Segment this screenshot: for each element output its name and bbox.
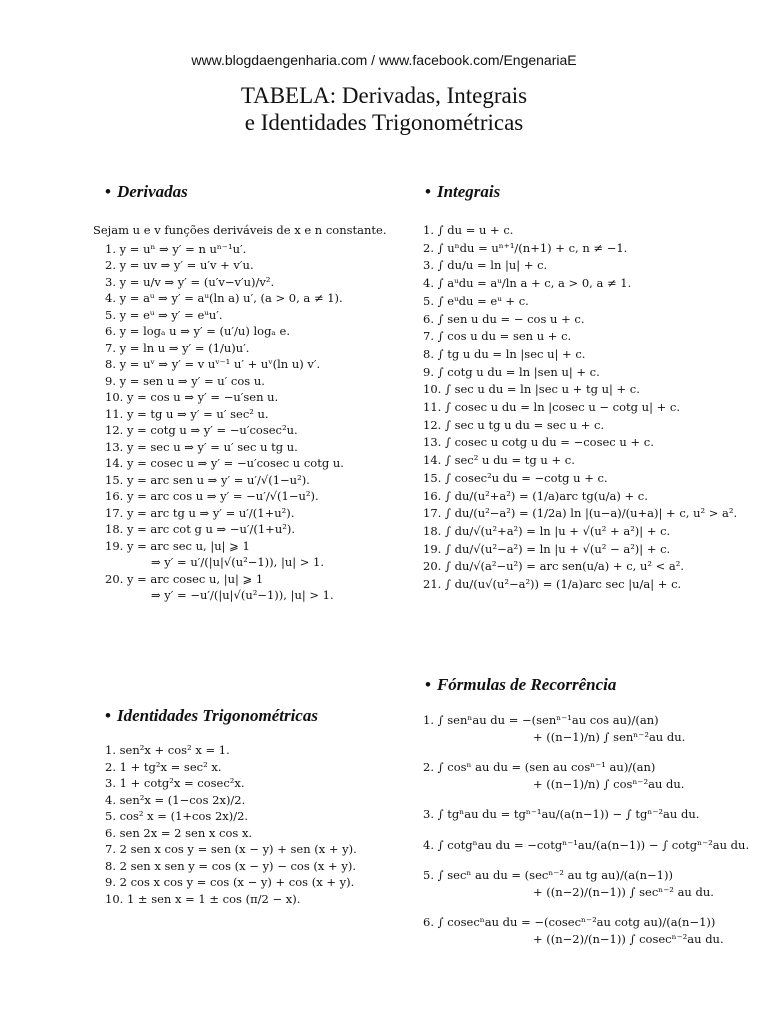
derivada-item-6: 6. y = logₐ u ⇒ y′ = (u′/u) logₐ e. [105, 324, 290, 338]
section-heading-derivadas: • Derivadas [105, 182, 188, 201]
integral-item-15: 15. ∫ cosec²u du = −cotg u + c. [423, 470, 608, 485]
derivada-item-8: 8. y = uᵛ ⇒ y′ = v uᵛ⁻¹ u′ + uᵛ(ln u) v′. [105, 357, 321, 371]
derivada-item-15: 15. y = arc sen u ⇒ y′ = u′/√(1−u²). [105, 472, 310, 487]
recorrencia-item-2-line2: + ((n−1)/n) ∫ cosⁿ⁻²au du. [533, 776, 685, 791]
recorrencia-item-1 [423, 712, 723, 745]
integral-item-18: 18. ∫ du/√(u²+a²) = ln |u + √(u² + a²)| + c. [423, 523, 671, 538]
identidade-item-9: 9. 2 cos x cos y = cos (x − y) + cos (x + y). [105, 875, 355, 889]
recorrencia-item-3-line1: 3. ∫ tgⁿau du = tgⁿ⁻¹au/(a(n−1)) − ∫ tgⁿ⁻²au du. [423, 807, 700, 821]
title-line-2: e Identidades Trigonométricas [244, 110, 524, 135]
recorrencia-item-2-line1: 2. ∫ cosⁿ au du = (sen au cosⁿ⁻¹ au)/(an) [423, 760, 656, 774]
recorrencia-item-5 [423, 867, 723, 900]
recorrencia-item-6-line1: 6. ∫ cosecⁿau du = −(cosecⁿ⁻²au cotg au)/(a(n−1)) [423, 915, 716, 929]
integral-item-9: 9. ∫ cotg u du = ln |sen u| + c. [423, 364, 600, 379]
recorrencia-item-1-line1: 1. ∫ senⁿau du = −(senⁿ⁻¹au cos au)/(an) [423, 713, 659, 727]
recorrencia-list [423, 712, 750, 961]
derivada-item-18: 18. y = arc cot g u ⇒ −u′/(1+u²). [105, 522, 295, 536]
derivada-item-16: 16. y = arc cos u ⇒ y′ = −u′/√(1−u²). [105, 489, 319, 503]
bullet-icon: • [425, 182, 431, 201]
integral-item-2: 2. ∫ uⁿdu = uⁿ⁺¹/(n+1) + c, n ≠ −1. [423, 240, 628, 255]
integrais-list [423, 222, 738, 594]
recorrencia-item-1-line2: + ((n−1)/n) ∫ senⁿ⁻²au du. [533, 729, 686, 744]
identidade-item-10: 10. 1 ± sen x = 1 ± cos (π/2 − x). [105, 891, 301, 906]
recorrencia-item-6 [423, 914, 723, 947]
title-line-1: TABELA: Derivadas, Integrais [240, 83, 528, 108]
derivada-item-10: 10. y = cos u ⇒ y′ = −u′sen u. [105, 390, 279, 404]
derivada-item-4: 4. y = aᵘ ⇒ y′ = aᵘ(ln a) u′, (a > 0, a ≠ 1). [105, 291, 343, 305]
identidade-item-5: 5. cos² x = (1+cos 2x)/2. [105, 809, 249, 823]
derivada-item-5: 5. y = eᵘ ⇒ y′ = eᵘu′. [105, 307, 223, 322]
integral-item-21: 21. ∫ du/(u√(u²−a²)) = (1/a)arc sec |u/a| + c. [423, 577, 682, 592]
derivada-item-2: 2. y = uv ⇒ y′ = u′v + v′u. [105, 258, 254, 272]
derivada-item-19: 19. y = arc sec u, |u| ⩾ 1 [105, 538, 250, 553]
derivadas-list [93, 222, 403, 604]
bullet-icon: • [105, 706, 111, 725]
identidade-item-7: 7. 2 sen x cos y = sen (x − y) + sen (x + y). [105, 842, 357, 856]
integral-item-11: 11. ∫ cosec u du = ln |cosec u − cotg u| + c. [423, 400, 680, 415]
identidade-item-8: 8. 2 sen x sen y = cos (x − y) − cos (x + y). [105, 858, 356, 873]
derivada-item-19-cont: ⇒ y′ = u′/(|u|√(u²−1)), |u| > 1. [151, 555, 325, 569]
recorrencia-item-6-line2: + ((n−2)/(n−1)) ∫ cosecⁿ⁻²au du. [533, 931, 724, 946]
bullet-icon: • [105, 182, 111, 201]
identidade-item-6: 6. sen 2x = 2 sen x cos x. [105, 825, 253, 840]
derivada-item-20: 20. y = arc cosec u, |u| ⩾ 1 [105, 571, 264, 586]
recorrencia-item-4 [423, 837, 750, 854]
derivada-item-1: 1. y = uⁿ ⇒ y′ = n uⁿ⁻¹u′. [105, 241, 247, 256]
derivada-item-11: 11. y = tg u ⇒ y′ = u′ sec² u. [105, 406, 269, 421]
integral-item-7: 7. ∫ cos u du = sen u + c. [423, 329, 572, 344]
integral-item-6: 6. ∫ sen u du = − cos u + c. [423, 311, 585, 326]
recorrencia-item-2 [423, 759, 723, 792]
derivada-item-3: 3. y = u/v ⇒ y′ = (u′v−v′u)/v². [105, 274, 275, 289]
integral-item-4: 4. ∫ aᵘdu = aᵘ/ln a + c, a > 0, a ≠ 1. [423, 276, 632, 291]
integral-item-10: 10. ∫ sec u du = ln |sec u + tg u| + c. [423, 382, 640, 397]
header-url: www.blogdaengenharia.com / www.facebook.com/EngenariaE [191, 52, 577, 68]
integral-item-1: 1. ∫ du = u + c. [423, 223, 514, 237]
section-heading-identidades: • Identidades Trigonométricas [105, 706, 318, 725]
identidade-item-4: 4. sen²x = (1−cos 2x)/2. [105, 792, 246, 807]
section-heading-integrais: • Integrais [425, 182, 501, 201]
integral-item-5: 5. ∫ eᵘdu = eᵘ + c. [423, 293, 529, 308]
recorrencia-item-5-line2: + ((n−2)/(n−1)) ∫ secⁿ⁻² au du. [533, 884, 714, 899]
recorrencia-item-5-line1: 5. ∫ secⁿ au du = (secⁿ⁻² au tg au)/(a(n−1)) [423, 868, 673, 882]
derivada-item-17: 17. y = arc tg u ⇒ y′ = u′/(1+u²). [105, 505, 295, 520]
identidades-list [93, 742, 403, 907]
derivada-item-14: 14. y = cosec u ⇒ y′ = −u′cosec u cotg u. [105, 456, 344, 470]
integral-item-14: 14. ∫ sec² u du = tg u + c. [423, 453, 575, 468]
section-heading-recorrencia: • Fórmulas de Recorrência [425, 675, 617, 694]
integral-item-12: 12. ∫ sec u tg u du = sec u + c. [423, 417, 605, 432]
identidade-item-1: 1. sen²x + cos² x = 1. [105, 743, 230, 757]
derivada-item-20-cont: ⇒ y′ = −u′/(|u|√(u²−1)), |u| > 1. [151, 588, 334, 602]
integral-item-17: 17. ∫ du/(u²−a²) = (1/2a) ln |(u−a)/(u+a)| + c, u² > a². [423, 506, 738, 521]
identidade-item-3: 3. 1 + cotg²x = cosec²x. [105, 776, 245, 790]
integral-item-3: 3. ∫ du/u = ln |u| + c. [423, 258, 548, 273]
integral-item-20: 20. ∫ du/√(a²−u²) = arc sen(u/a) + c, u² < a². [423, 559, 685, 574]
integral-item-8: 8. ∫ tg u du = ln |sec u| + c. [423, 346, 586, 361]
integral-item-13: 13. ∫ cosec u cotg u du = −cosec u + c. [423, 435, 654, 450]
derivada-item-9: 9. y = sen u ⇒ y′ = u′ cos u. [105, 373, 265, 388]
identidade-item-2: 2. 1 + tg²x = sec² x. [105, 759, 222, 774]
bullet-icon: • [425, 675, 431, 694]
derivada-item-13: 13. y = sec u ⇒ y′ = u′ sec u tg u. [105, 439, 298, 454]
integral-item-19: 19. ∫ du/√(u²−a²) = ln |u + √(u² − a²)| + c. [423, 541, 671, 556]
recorrencia-item-4-line1: 4. ∫ cotgⁿau du = −cotgⁿ⁻¹au/(a(n−1)) − ∫ cotgⁿ⁻²au du. [423, 837, 750, 852]
page-title [0, 82, 768, 136]
derivadas-intro: Sejam u e v funções deriváveis de x e n constante. [93, 223, 387, 237]
integral-item-16: 16. ∫ du/(u²+a²) = (1/a)arc tg(u/a) + c. [423, 488, 648, 503]
derivada-item-12: 12. y = cotg u ⇒ y′ = −u′cosec²u. [105, 423, 298, 437]
recorrencia-item-3 [423, 806, 723, 823]
derivada-item-7: 7. y = ln u ⇒ y′ = (1/u)u′. [105, 340, 250, 355]
